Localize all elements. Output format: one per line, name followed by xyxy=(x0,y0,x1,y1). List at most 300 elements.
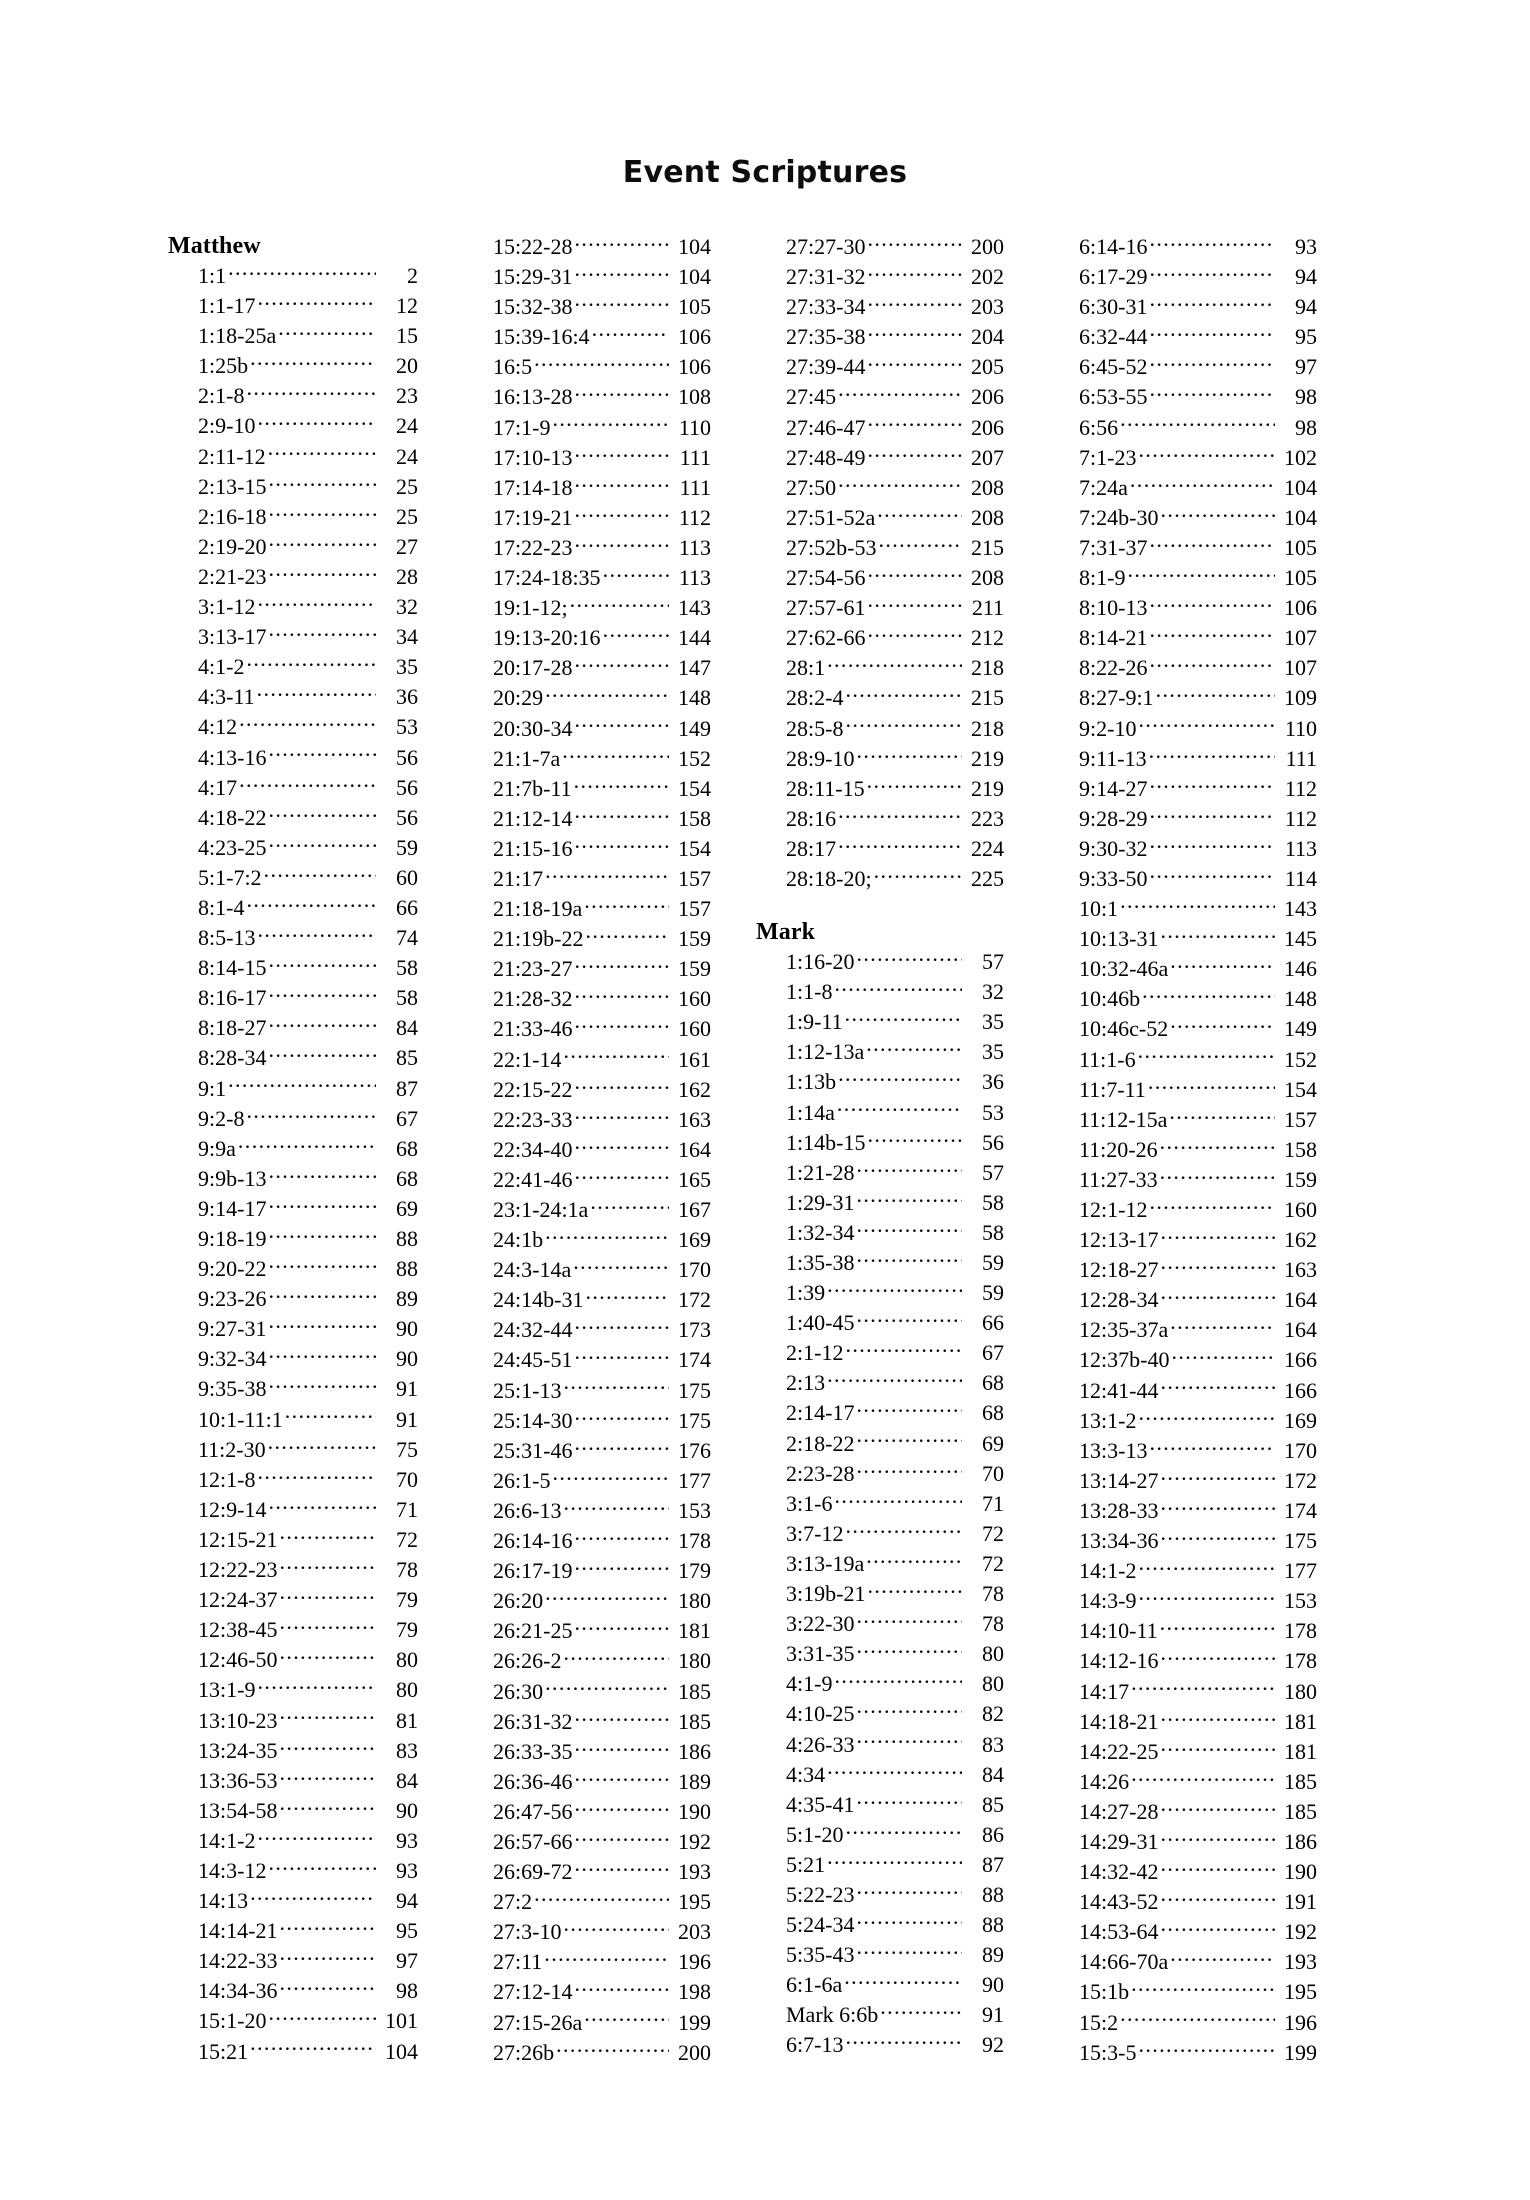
scripture-entry[interactable] xyxy=(1049,1917,1317,1947)
scripture-entry[interactable] xyxy=(168,863,418,893)
scripture-entry[interactable] xyxy=(168,1736,418,1766)
scripture-entry[interactable] xyxy=(1049,1857,1317,1887)
scripture-entry[interactable] xyxy=(463,1526,711,1556)
scripture-entry[interactable] xyxy=(463,864,711,894)
scripture-entry[interactable] xyxy=(168,1164,418,1194)
scripture-entry[interactable] xyxy=(1049,1045,1317,1075)
dot-leader xyxy=(1120,413,1275,435)
scripture-entry[interactable] xyxy=(756,1639,1004,1669)
scripture-entry[interactable] xyxy=(1049,1947,1317,1977)
scripture-entry[interactable] xyxy=(463,1225,711,1255)
scripture-entry[interactable] xyxy=(463,262,711,292)
scripture-entry[interactable] xyxy=(756,653,1004,683)
scripture-entry[interactable] xyxy=(1049,1285,1317,1315)
scripture-entry[interactable] xyxy=(168,1254,418,1284)
scripture-entry[interactable] xyxy=(1049,1707,1317,1737)
page-number: 157 xyxy=(1284,1106,1317,1132)
scripture-entry[interactable] xyxy=(168,1796,418,1826)
scripture-entry[interactable] xyxy=(756,1609,1004,1639)
scripture-entry[interactable] xyxy=(463,1135,711,1165)
scripture-entry[interactable] xyxy=(756,533,1004,563)
scripture-entry[interactable] xyxy=(1049,1797,1317,1827)
scripture-entry[interactable] xyxy=(756,1128,1004,1158)
scripture-entry[interactable] xyxy=(756,473,1004,503)
scripture-entry[interactable] xyxy=(1049,352,1317,382)
scripture-entry[interactable] xyxy=(168,773,418,803)
scripture-entry[interactable] xyxy=(1049,1135,1317,1165)
scripture-entry[interactable] xyxy=(168,1826,418,1856)
scripture-reference: 9:14-17 xyxy=(198,1195,267,1221)
scripture-entry[interactable] xyxy=(1049,1977,1317,2007)
scripture-entry[interactable] xyxy=(1049,2038,1317,2068)
scripture-entry[interactable] xyxy=(463,623,711,653)
scripture-entry[interactable] xyxy=(1049,443,1317,473)
scripture-reference: 4:10-25 xyxy=(786,1701,855,1727)
scripture-entry[interactable] xyxy=(1049,623,1317,653)
scripture-reference: 8:27-9:1 xyxy=(1079,685,1154,711)
scripture-entry[interactable] xyxy=(1049,1827,1317,1857)
scripture-entry[interactable] xyxy=(463,1857,711,1887)
scripture-entry[interactable] xyxy=(756,977,1004,1007)
scripture-entry[interactable] xyxy=(463,1345,711,1375)
scripture-entry[interactable] xyxy=(756,413,1004,443)
scripture-entry[interactable] xyxy=(1049,1255,1317,1285)
scripture-entry[interactable] xyxy=(1049,1737,1317,1767)
scripture-entry[interactable] xyxy=(1049,1165,1317,1195)
scripture-entry[interactable] xyxy=(1049,954,1317,984)
scripture-entry[interactable] xyxy=(756,1338,1004,1368)
scripture-reference: 13:34-36 xyxy=(1079,1528,1159,1554)
dot-leader xyxy=(1160,1827,1275,1849)
scripture-entry[interactable] xyxy=(1049,1376,1317,1406)
scripture-entry[interactable] xyxy=(463,1677,711,1707)
scripture-entry[interactable] xyxy=(168,1886,418,1916)
scripture-entry[interactable] xyxy=(1049,744,1317,774)
scripture-reference: 11:7-11 xyxy=(1079,1076,1146,1102)
scripture-entry[interactable] xyxy=(756,2000,1004,2030)
scripture-entry[interactable] xyxy=(1049,1767,1317,1797)
dot-leader xyxy=(1169,1105,1275,1127)
scripture-entry[interactable] xyxy=(463,1767,711,1797)
scripture-entry[interactable] xyxy=(463,653,711,683)
scripture-reference: 9:2-8 xyxy=(198,1105,245,1131)
scripture-entry[interactable] xyxy=(756,744,1004,774)
scripture-reference: 8:14-21 xyxy=(1079,625,1148,651)
dot-leader xyxy=(285,1405,376,1427)
scripture-entry[interactable] xyxy=(168,472,418,502)
scripture-entry[interactable] xyxy=(168,502,418,532)
scripture-entry[interactable] xyxy=(1049,683,1317,713)
scripture-entry[interactable] xyxy=(168,1074,418,1104)
scripture-entry[interactable] xyxy=(463,1737,711,1767)
dot-leader xyxy=(1148,1075,1275,1097)
scripture-entry[interactable] xyxy=(1049,1075,1317,1105)
scripture-entry[interactable] xyxy=(463,593,711,623)
scripture-entry[interactable] xyxy=(168,261,418,291)
scripture-entry[interactable] xyxy=(756,1519,1004,1549)
scripture-entry[interactable] xyxy=(168,1013,418,1043)
scripture-entry[interactable] xyxy=(756,864,1004,894)
scripture-entry[interactable] xyxy=(756,292,1004,322)
page-number: 87 xyxy=(982,1851,1004,1877)
page-number: 223 xyxy=(971,805,1004,831)
scripture-entry[interactable] xyxy=(1049,503,1317,533)
scripture-entry[interactable] xyxy=(756,593,1004,623)
dot-leader xyxy=(845,1338,962,1360)
scripture-entry[interactable] xyxy=(463,1045,711,1075)
dot-leader xyxy=(856,1790,962,1812)
dot-leader xyxy=(844,1970,962,1992)
scripture-entry[interactable] xyxy=(463,1646,711,1676)
dot-leader xyxy=(1149,774,1275,796)
scripture-entry[interactable] xyxy=(168,2037,418,2067)
scripture-entry[interactable] xyxy=(1049,473,1317,503)
scripture-entry[interactable] xyxy=(463,1947,711,1977)
scripture-entry[interactable] xyxy=(1049,1195,1317,1225)
scripture-entry[interactable] xyxy=(1049,1225,1317,1255)
page-number: 206 xyxy=(971,384,1004,410)
scripture-reference: 1:39 xyxy=(786,1280,826,1306)
scripture-entry[interactable] xyxy=(1049,413,1317,443)
page-number: 157 xyxy=(678,865,711,891)
scripture-entry[interactable] xyxy=(1049,1677,1317,1707)
scripture-entry[interactable] xyxy=(756,714,1004,744)
dot-leader xyxy=(574,382,669,404)
scripture-entry[interactable] xyxy=(463,473,711,503)
scripture-entry[interactable] xyxy=(756,443,1004,473)
scripture-entry[interactable] xyxy=(463,804,711,834)
scripture-entry[interactable] xyxy=(1049,774,1317,804)
scripture-entry[interactable] xyxy=(1049,653,1317,683)
scripture-entry[interactable] xyxy=(168,682,418,712)
scripture-reference: 26:47-56 xyxy=(493,1798,573,1824)
scripture-entry[interactable] xyxy=(168,1134,418,1164)
page-number: 199 xyxy=(1284,2039,1317,2065)
scripture-entry[interactable] xyxy=(756,1398,1004,1428)
scripture-entry[interactable] xyxy=(463,322,711,352)
scripture-reference: 12:1-12 xyxy=(1079,1197,1148,1222)
scripture-entry[interactable] xyxy=(168,562,418,592)
scripture-entry[interactable] xyxy=(1049,382,1317,412)
scripture-entry[interactable] xyxy=(463,232,711,262)
scripture-entry[interactable] xyxy=(463,1977,711,2007)
scripture-reference: 1:16-20 xyxy=(786,949,855,975)
dot-leader xyxy=(574,1165,669,1187)
book-heading: Mark xyxy=(756,919,816,946)
scripture-entry[interactable] xyxy=(463,2008,711,2038)
scripture-entry[interactable] xyxy=(756,1278,1004,1308)
scripture-entry[interactable] xyxy=(168,1555,418,1585)
scripture-entry[interactable] xyxy=(1049,2008,1317,2038)
scripture-entry[interactable] xyxy=(756,1699,1004,1729)
scripture-entry[interactable] xyxy=(1049,834,1317,864)
scripture-entry[interactable] xyxy=(756,947,1004,977)
scripture-reference: 25:1-13 xyxy=(493,1377,562,1403)
scripture-entry[interactable] xyxy=(168,1856,418,1886)
scripture-entry[interactable] xyxy=(756,1820,1004,1850)
scripture-entry[interactable] xyxy=(168,983,418,1013)
scripture-entry[interactable] xyxy=(756,1489,1004,1519)
dot-leader xyxy=(279,1706,376,1728)
dot-leader xyxy=(556,2038,669,2060)
scripture-entry[interactable] xyxy=(168,411,418,441)
scripture-entry[interactable] xyxy=(1049,1466,1317,1496)
scripture-entry[interactable] xyxy=(463,1887,711,1917)
scripture-entry[interactable] xyxy=(756,1007,1004,1037)
scripture-entry[interactable] xyxy=(463,924,711,954)
scripture-reference: 4:35-41 xyxy=(786,1791,855,1817)
scripture-entry[interactable] xyxy=(168,743,418,773)
scripture-entry[interactable] xyxy=(168,321,418,351)
scripture-entry[interactable] xyxy=(463,1255,711,1285)
page-number: 104 xyxy=(678,234,711,259)
scripture-entry[interactable] xyxy=(1049,804,1317,834)
scripture-entry[interactable] xyxy=(463,1165,711,1195)
dot-leader xyxy=(246,381,376,403)
page-number: 179 xyxy=(678,1558,711,1584)
scripture-entry[interactable] xyxy=(463,1616,711,1646)
scripture-entry[interactable] xyxy=(463,352,711,382)
scripture-reference: 4:1-9 xyxy=(786,1671,833,1697)
scripture-entry[interactable] xyxy=(168,2006,418,2036)
scripture-entry[interactable] xyxy=(168,1525,418,1555)
scripture-entry[interactable] xyxy=(168,893,418,923)
scripture-entry[interactable] xyxy=(756,1308,1004,1338)
scripture-entry[interactable] xyxy=(463,292,711,322)
scripture-entry[interactable] xyxy=(756,683,1004,713)
scripture-entry[interactable] xyxy=(168,1314,418,1344)
scripture-entry[interactable] xyxy=(463,834,711,864)
scripture-entry[interactable] xyxy=(463,382,711,412)
scripture-entry[interactable] xyxy=(168,1194,418,1224)
scripture-entry[interactable] xyxy=(463,1195,711,1225)
scripture-reference: 22:1-14 xyxy=(493,1046,562,1072)
scripture-entry[interactable] xyxy=(1049,1586,1317,1616)
scripture-entry[interactable] xyxy=(756,1549,1004,1579)
scripture-reference: 8:1-9 xyxy=(1079,565,1126,591)
scripture-entry[interactable] xyxy=(463,954,711,984)
scripture-entry[interactable] xyxy=(168,1224,418,1254)
scripture-entry[interactable] xyxy=(168,1615,418,1645)
scripture-entry[interactable] xyxy=(168,1916,418,1946)
scripture-entry[interactable] xyxy=(463,1466,711,1496)
scripture-entry[interactable] xyxy=(1049,1315,1317,1345)
scripture-entry[interactable] xyxy=(168,1043,418,1073)
scripture-entry[interactable] xyxy=(756,382,1004,412)
scripture-entry[interactable] xyxy=(1049,924,1317,954)
scripture-entry[interactable] xyxy=(756,563,1004,593)
scripture-entry[interactable] xyxy=(756,232,1004,262)
scripture-entry[interactable] xyxy=(463,1406,711,1436)
scripture-entry[interactable] xyxy=(463,1376,711,1406)
page-number: 89 xyxy=(396,1286,418,1312)
scripture-entry[interactable] xyxy=(463,714,711,744)
scripture-reference: 9:35-38 xyxy=(198,1376,267,1402)
scripture-entry[interactable] xyxy=(168,1465,418,1495)
scripture-entry[interactable] xyxy=(756,1218,1004,1248)
page-number: 78 xyxy=(982,1611,1004,1637)
scripture-entry[interactable] xyxy=(756,1910,1004,1940)
scripture-entry[interactable] xyxy=(1049,533,1317,563)
dot-leader xyxy=(574,503,669,525)
scripture-entry[interactable] xyxy=(463,1105,711,1135)
scripture-entry[interactable] xyxy=(168,833,418,863)
scripture-entry[interactable] xyxy=(463,1556,711,1586)
scripture-entry[interactable] xyxy=(463,1797,711,1827)
scripture-entry[interactable] xyxy=(168,1645,418,1675)
scripture-entry[interactable] xyxy=(168,1284,418,1314)
scripture-entry[interactable] xyxy=(1049,894,1317,924)
scripture-entry[interactable] xyxy=(463,774,711,804)
scripture-entry[interactable] xyxy=(463,2038,711,2068)
scripture-entry[interactable] xyxy=(756,1098,1004,1128)
scripture-entry[interactable] xyxy=(1049,714,1317,744)
scripture-entry[interactable] xyxy=(168,1976,418,2006)
scripture-entry[interactable] xyxy=(463,1496,711,1526)
scripture-entry[interactable] xyxy=(168,1946,418,1976)
scripture-entry[interactable] xyxy=(756,804,1004,834)
page-number: 105 xyxy=(1284,534,1317,560)
scripture-entry[interactable] xyxy=(1049,1526,1317,1556)
scripture-entry[interactable] xyxy=(756,1579,1004,1609)
page-number: 27 xyxy=(396,533,418,559)
scripture-reference: 12:18-27 xyxy=(1079,1257,1159,1283)
scripture-entry[interactable] xyxy=(1049,864,1317,894)
scripture-entry[interactable] xyxy=(1049,262,1317,292)
scripture-entry[interactable] xyxy=(756,1158,1004,1188)
scripture-entry[interactable] xyxy=(1049,1556,1317,1586)
scripture-entry[interactable] xyxy=(756,1850,1004,1880)
dot-leader xyxy=(544,1947,669,1969)
scripture-entry[interactable] xyxy=(1049,1616,1317,1646)
scripture-entry[interactable] xyxy=(756,834,1004,864)
scripture-entry[interactable] xyxy=(1049,1496,1317,1526)
scripture-entry[interactable] xyxy=(168,1104,418,1134)
scripture-entry[interactable] xyxy=(1049,322,1317,352)
scripture-entry[interactable] xyxy=(168,291,418,321)
scripture-entry[interactable] xyxy=(1049,1105,1317,1135)
scripture-entry[interactable] xyxy=(756,1970,1004,2000)
scripture-entry[interactable] xyxy=(168,1344,418,1374)
scripture-entry[interactable] xyxy=(756,774,1004,804)
scripture-entry[interactable] xyxy=(1049,1014,1317,1044)
scripture-entry[interactable] xyxy=(756,1730,1004,1760)
scripture-entry[interactable] xyxy=(756,352,1004,382)
scripture-entry[interactable] xyxy=(463,1917,711,1947)
scripture-entry[interactable] xyxy=(756,262,1004,292)
scripture-entry[interactable] xyxy=(463,744,711,774)
scripture-entry[interactable] xyxy=(168,803,418,833)
dot-leader xyxy=(545,1677,669,1699)
scripture-entry[interactable] xyxy=(168,592,418,622)
scripture-entry[interactable] xyxy=(463,1315,711,1345)
scripture-entry[interactable] xyxy=(1049,563,1317,593)
scripture-entry[interactable] xyxy=(463,894,711,924)
scripture-entry[interactable] xyxy=(1049,984,1317,1014)
scripture-reference: 8:10-13 xyxy=(1079,595,1148,621)
scripture-reference: 14:18-21 xyxy=(1079,1708,1159,1734)
scripture-entry[interactable] xyxy=(168,442,418,472)
scripture-entry[interactable] xyxy=(756,503,1004,533)
scripture-entry[interactable] xyxy=(1049,593,1317,623)
scripture-entry[interactable] xyxy=(1049,232,1317,262)
scripture-entry[interactable] xyxy=(463,563,711,593)
scripture-entry[interactable] xyxy=(168,953,418,983)
scripture-entry[interactable] xyxy=(168,532,418,562)
dot-leader xyxy=(584,2008,669,2030)
scripture-entry[interactable] xyxy=(756,322,1004,352)
page-number: 35 xyxy=(982,1039,1004,1065)
scripture-entry[interactable] xyxy=(1049,1406,1317,1436)
scripture-entry[interactable] xyxy=(756,1067,1004,1097)
scripture-entry[interactable] xyxy=(756,1248,1004,1278)
scripture-entry[interactable] xyxy=(168,1585,418,1615)
scripture-entry[interactable] xyxy=(1049,1646,1317,1676)
scripture-entry[interactable] xyxy=(756,1429,1004,1459)
scripture-entry[interactable] xyxy=(168,1706,418,1736)
scripture-entry[interactable] xyxy=(756,1188,1004,1218)
scripture-entry[interactable] xyxy=(168,1675,418,1705)
page-number: 93 xyxy=(396,1857,418,1883)
scripture-entry[interactable] xyxy=(756,1037,1004,1067)
scripture-entry[interactable] xyxy=(168,1435,418,1465)
scripture-reference: 27:33-34 xyxy=(786,294,866,320)
scripture-entry[interactable] xyxy=(463,503,711,533)
scripture-entry[interactable] xyxy=(1049,1887,1317,1917)
page-number: 72 xyxy=(982,1520,1004,1546)
scripture-entry[interactable] xyxy=(463,1014,711,1044)
scripture-entry[interactable] xyxy=(168,381,418,411)
scripture-entry[interactable] xyxy=(756,1940,1004,1970)
scripture-entry[interactable] xyxy=(756,1669,1004,1699)
scripture-entry[interactable] xyxy=(1049,1345,1317,1375)
scripture-entry[interactable] xyxy=(463,1827,711,1857)
scripture-entry[interactable] xyxy=(168,923,418,953)
scripture-entry[interactable] xyxy=(1049,1436,1317,1466)
scripture-entry[interactable] xyxy=(168,652,418,682)
scripture-entry[interactable] xyxy=(756,1880,1004,1910)
scripture-reference: 12:15-21 xyxy=(198,1526,278,1552)
scripture-entry[interactable] xyxy=(463,1436,711,1466)
scripture-entry[interactable] xyxy=(168,1405,418,1435)
scripture-entry[interactable] xyxy=(1049,292,1317,322)
scripture-entry[interactable] xyxy=(756,623,1004,653)
scripture-reference: 12:9-14 xyxy=(198,1496,267,1522)
scripture-entry[interactable] xyxy=(756,1790,1004,1820)
scripture-reference: 24:3-14a xyxy=(493,1257,572,1283)
scripture-entry[interactable] xyxy=(463,413,711,443)
scripture-entry[interactable] xyxy=(463,443,711,473)
scripture-entry[interactable] xyxy=(756,1368,1004,1398)
scripture-entry[interactable] xyxy=(168,622,418,652)
scripture-entry[interactable] xyxy=(463,1285,711,1315)
scripture-entry[interactable] xyxy=(463,533,711,563)
scripture-entry[interactable] xyxy=(463,683,711,713)
scripture-entry[interactable] xyxy=(168,1495,418,1525)
scripture-entry[interactable] xyxy=(463,1586,711,1616)
scripture-reference: 9:9a xyxy=(198,1135,236,1161)
scripture-entry[interactable] xyxy=(756,2030,1004,2060)
scripture-entry[interactable] xyxy=(463,1707,711,1737)
scripture-entry[interactable] xyxy=(168,1374,418,1404)
scripture-entry[interactable] xyxy=(756,1459,1004,1489)
scripture-entry[interactable] xyxy=(463,1075,711,1105)
scripture-entry[interactable] xyxy=(463,984,711,1014)
scripture-entry[interactable] xyxy=(168,351,418,381)
scripture-entry[interactable] xyxy=(168,1766,418,1796)
scripture-entry[interactable] xyxy=(756,1760,1004,1790)
scripture-entry[interactable] xyxy=(168,712,418,742)
